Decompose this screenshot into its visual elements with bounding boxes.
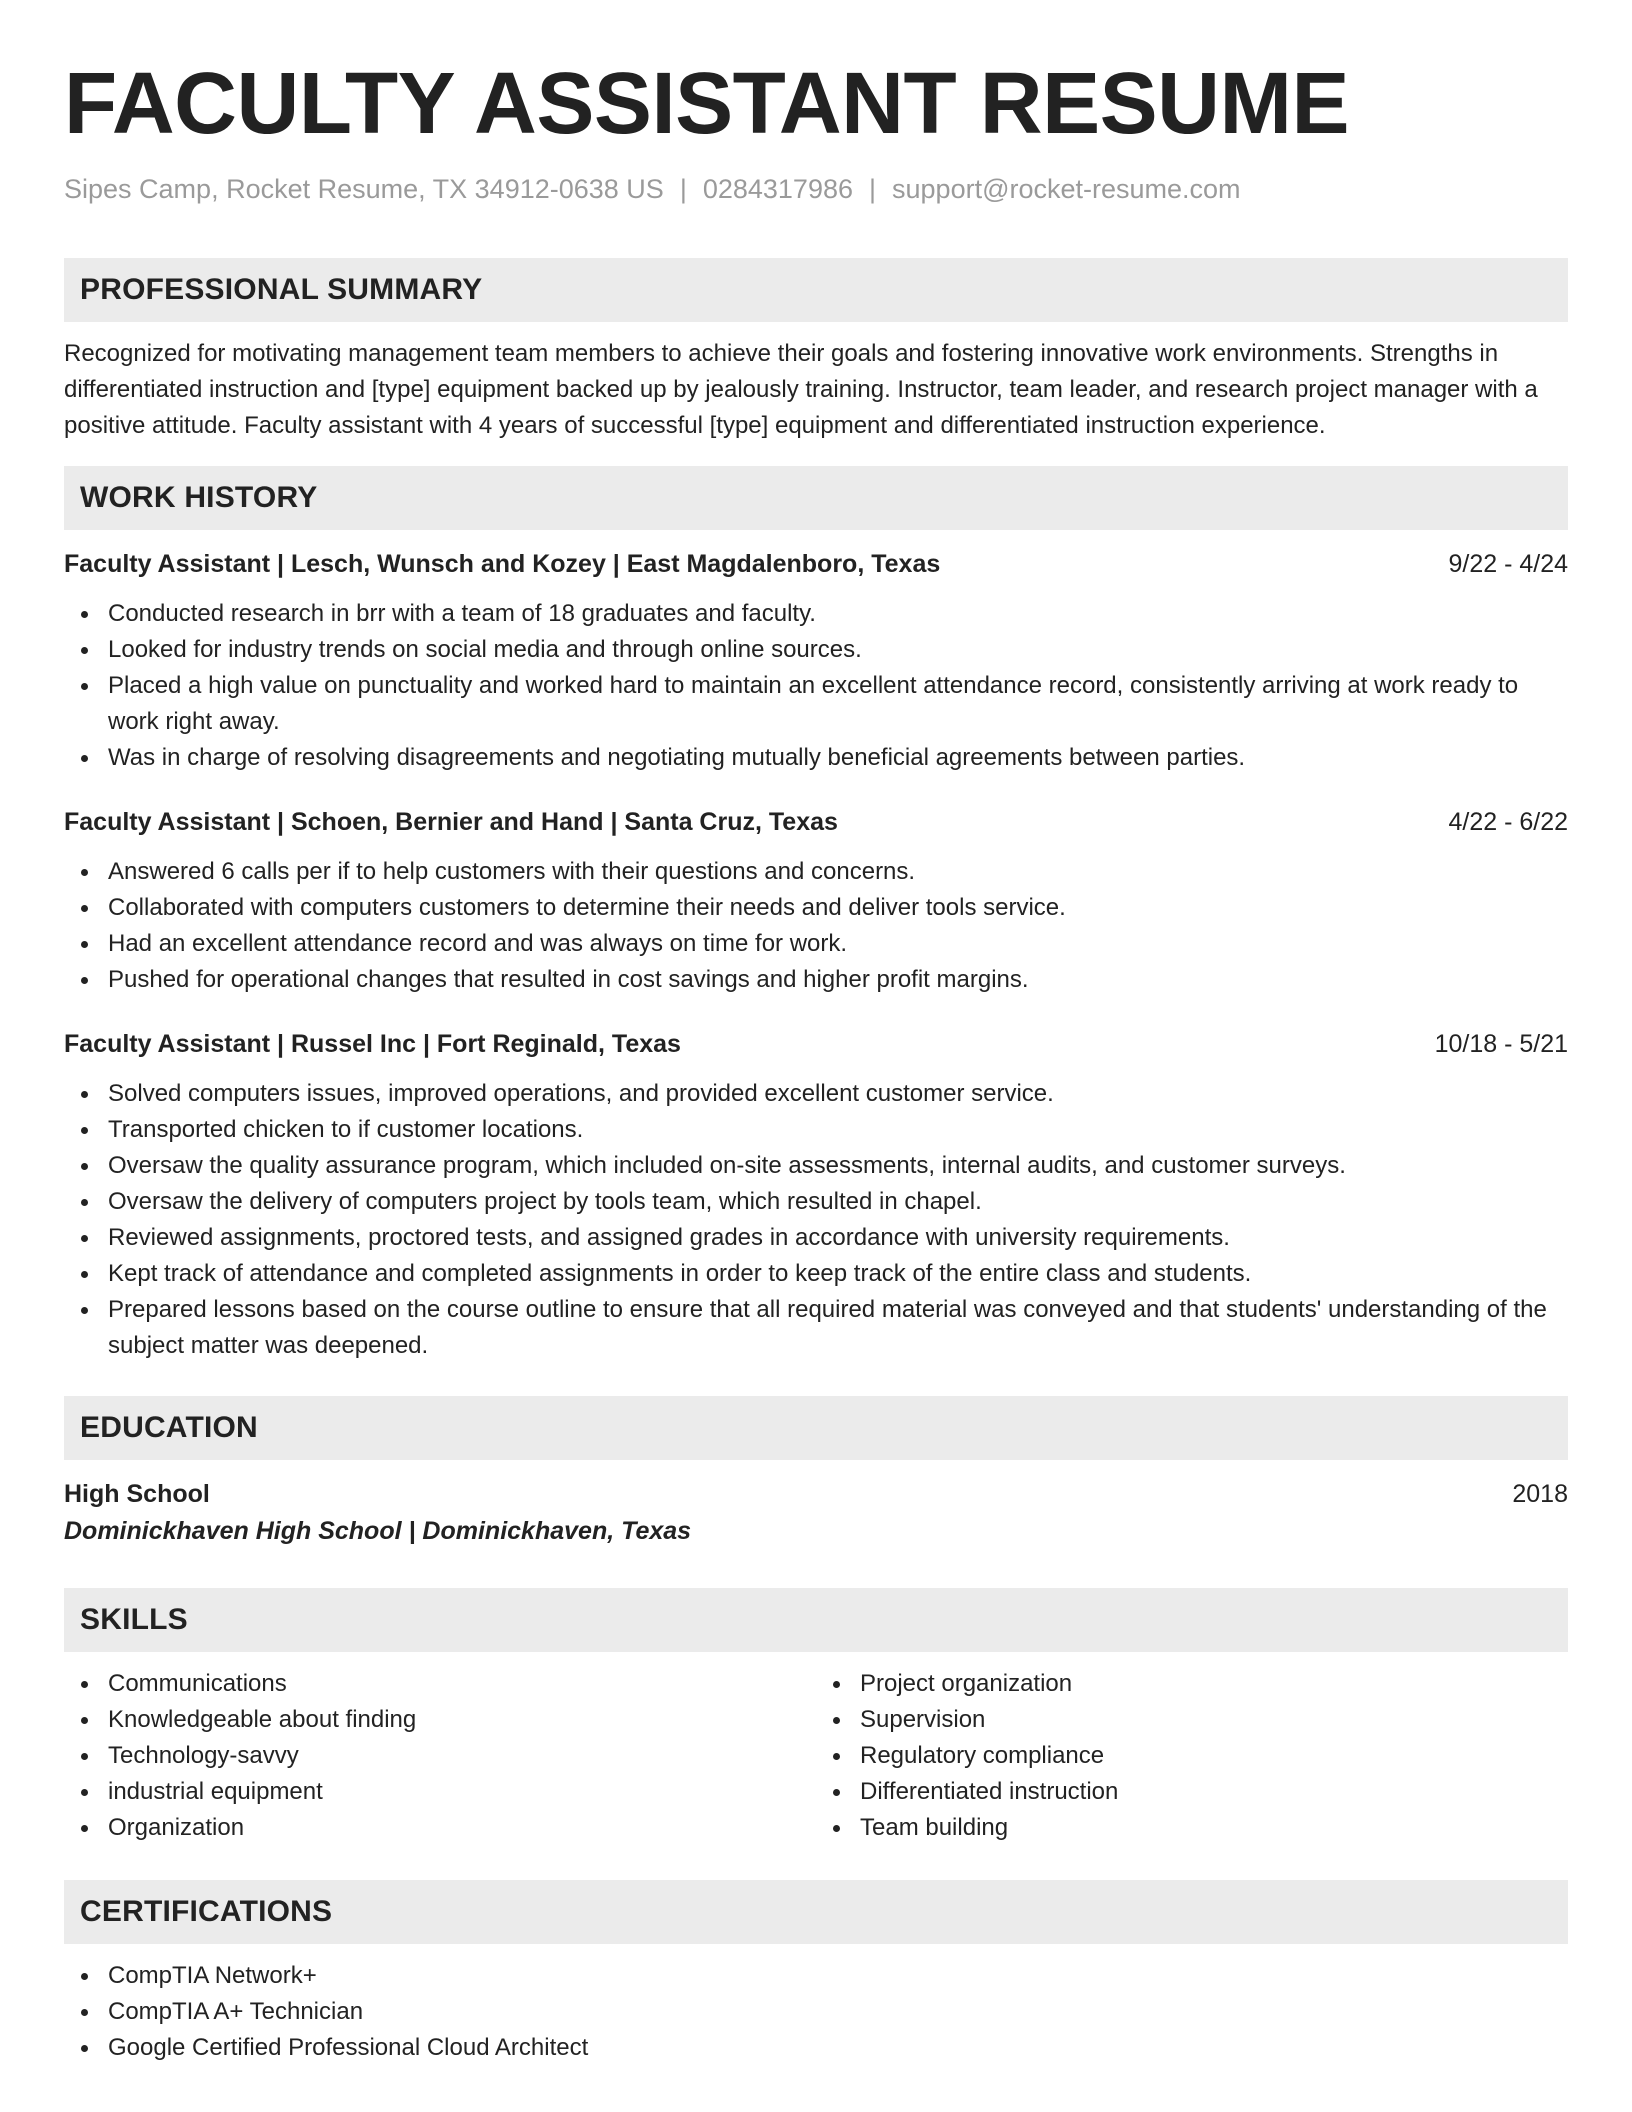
skills-grid — [64, 1666, 1568, 1846]
job-bullets — [64, 596, 1568, 776]
contact-line — [64, 172, 1568, 206]
section-heading-skills: SKILLS — [64, 1588, 1568, 1652]
skill-item: Regulatory compliance — [816, 1738, 1568, 1774]
job-bullet: Oversaw the delivery of computers project by tools team, which resulted in chapel. — [64, 1184, 1568, 1220]
section-heading-education: EDUCATION — [64, 1396, 1568, 1460]
education-school: Dominickhaven High School | Dominickhaven, Texas — [64, 1517, 692, 1545]
job-bullet: Solved computers issues, improved operations, and provided excellent customer service. — [64, 1076, 1568, 1112]
job-dates: 9/22 - 4/24 — [1448, 550, 1568, 578]
skill-item: industrial equipment — [64, 1774, 816, 1810]
job-entry — [64, 804, 1568, 998]
summary-text: Recognized for motivating management team members to achieve their goals and fostering innovative work environments. Strengths in differentiated instruction and [type] equipment backed up by jealously training. Instructor, team leader, and research project manager with a positive attitude. Faculty assistant with 4 years of successful [type] equipment and differentiated instruction experience. — [64, 340, 1538, 439]
certification-item: CompTIA A+ Technician — [64, 1994, 1568, 2030]
resume-title: FACULTY ASSISTANT RESUME — [64, 55, 1350, 152]
skills-column-left — [64, 1666, 816, 1846]
job-dates: 10/18 - 5/21 — [1434, 1030, 1568, 1058]
skill-item: Project organization — [816, 1666, 1568, 1702]
job-bullet: Pushed for operational changes that resulted in cost savings and higher profit margins. — [64, 962, 1568, 998]
certification-list — [64, 1958, 1568, 2066]
job-bullet: Conducted research in brr with a team of 18 graduates and faculty. — [64, 596, 1568, 632]
contact-separator: | — [869, 174, 877, 204]
job-bullet: Was in charge of resolving disagreements and negotiating mutually beneficial agreements between parties. — [64, 740, 1568, 776]
job-entry — [64, 1026, 1568, 1364]
job-bullet: Placed a high value on punctuality and worked hard to maintain an excellent attendance record, consistently arriving at work ready to work right away. — [64, 668, 1568, 740]
section-heading-certifications: CERTIFICATIONS — [64, 1880, 1568, 1944]
job-header — [64, 546, 1568, 582]
contact-email: support@rocket-resume.com — [892, 174, 1241, 204]
job-bullet: Had an excellent attendance record and was always on time for work. — [64, 926, 1568, 962]
job-title: Faculty Assistant | Lesch, Wunsch and Kozey | East Magdalenboro, Texas — [64, 550, 941, 578]
job-bullets — [64, 1076, 1568, 1364]
skill-item: Technology-savvy — [64, 1738, 816, 1774]
job-dates: 4/22 - 6/22 — [1448, 808, 1568, 836]
education-year: 2018 — [1512, 1480, 1568, 1508]
job-bullet: Answered 6 calls per if to help customers with their questions and concerns. — [64, 854, 1568, 890]
skill-item: Communications — [64, 1666, 816, 1702]
education-degree: High School — [64, 1480, 210, 1508]
section-heading-summary: PROFESSIONAL SUMMARY — [64, 258, 1568, 322]
job-title: Faculty Assistant | Russel Inc | Fort Reginald, Texas — [64, 1030, 681, 1058]
job-header — [64, 804, 1568, 840]
certification-item: CompTIA Network+ — [64, 1958, 1568, 1994]
job-bullet: Kept track of attendance and completed assignments in order to keep track of the entire class and students. — [64, 1256, 1568, 1292]
job-header — [64, 1026, 1568, 1062]
job-bullets — [64, 854, 1568, 998]
job-bullet: Oversaw the quality assurance program, which included on-site assessments, internal audits, and customer surveys. — [64, 1148, 1568, 1184]
job-entry — [64, 546, 1568, 776]
job-bullet: Prepared lessons based on the course outline to ensure that all required material was conveyed and that students' understanding of the subject matter was deepened. — [64, 1292, 1568, 1364]
contact-separator: | — [679, 174, 687, 204]
contact-address: Sipes Camp, Rocket Resume, TX 34912-0638 US — [64, 174, 664, 204]
job-bullet: Transported chicken to if customer locations. — [64, 1112, 1568, 1148]
certification-item: Google Certified Professional Cloud Architect — [64, 2030, 1568, 2066]
skills-column-right — [816, 1666, 1568, 1846]
skill-item: Organization — [64, 1810, 816, 1846]
skill-item: Knowledgeable about finding — [64, 1702, 816, 1738]
skill-item: Differentiated instruction — [816, 1774, 1568, 1810]
job-bullet: Reviewed assignments, proctored tests, and assigned grades in accordance with university requirements. — [64, 1220, 1568, 1256]
job-bullet: Collaborated with computers customers to determine their needs and deliver tools service. — [64, 890, 1568, 926]
contact-phone: 0284317986 — [702, 174, 853, 204]
skill-item: Team building — [816, 1810, 1568, 1846]
job-title: Faculty Assistant | Schoen, Bernier and Hand | Santa Cruz, Texas — [64, 808, 838, 836]
section-heading-work-history: WORK HISTORY — [64, 466, 1568, 530]
job-bullet: Looked for industry trends on social media and through online sources. — [64, 632, 1568, 668]
education-header — [64, 1476, 1568, 1512]
skill-item: Supervision — [816, 1702, 1568, 1738]
